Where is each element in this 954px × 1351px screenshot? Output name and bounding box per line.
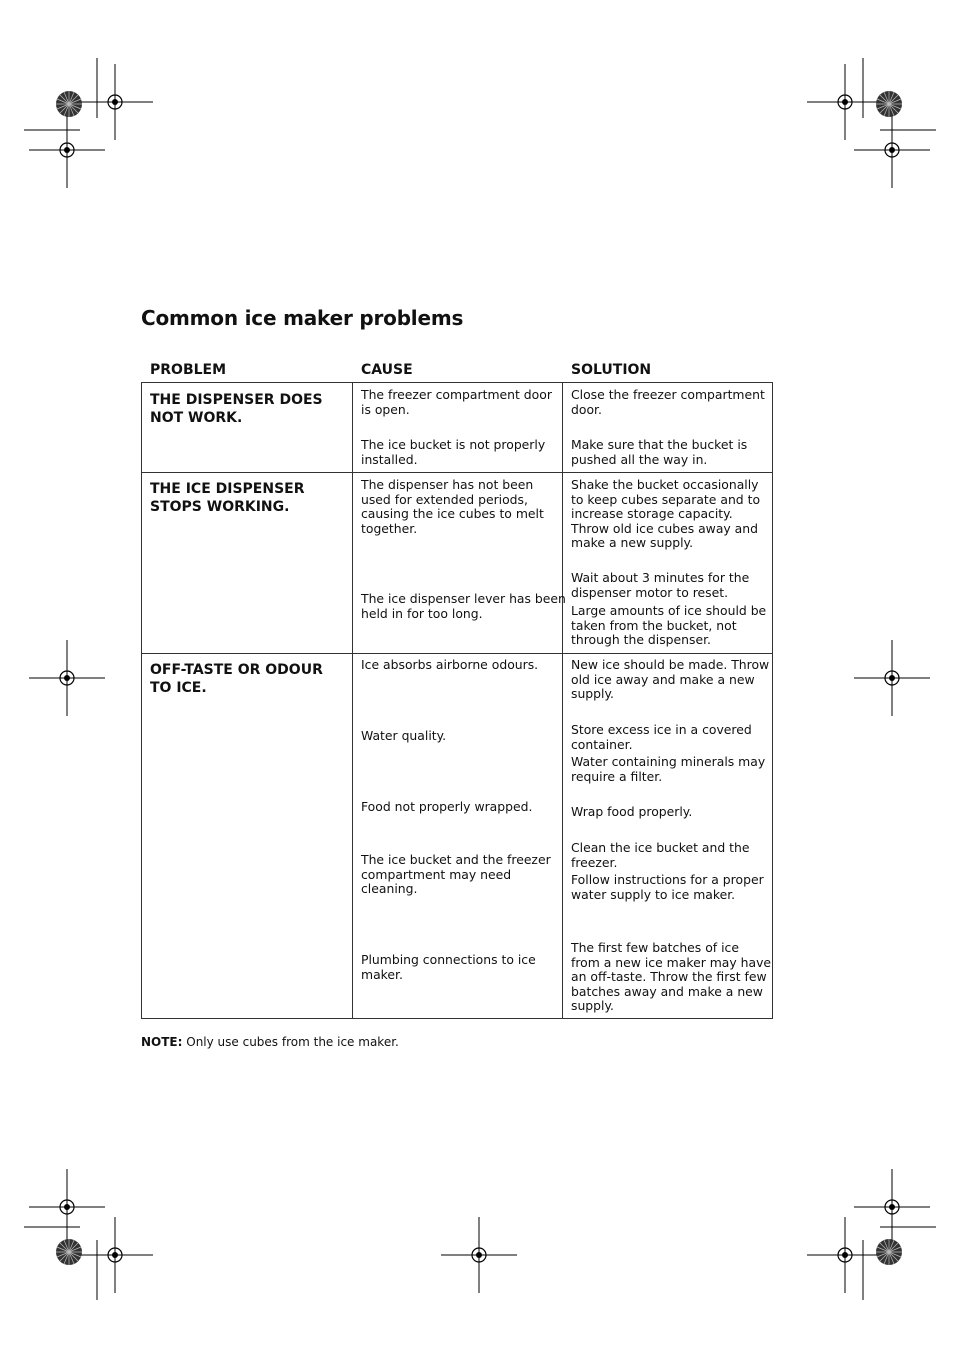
column-divider — [562, 383, 563, 1018]
header-cause: CAUSE — [361, 362, 413, 378]
cause-text: The ice dispenser lever has been held in for too long. — [361, 591, 566, 621]
note-text: Only use cubes from the ice maker. — [182, 1035, 399, 1049]
problem-dispenser-stops: THE ICE DISPENSER STOPS WORKING. — [150, 481, 305, 515]
problem-dispenser-not-work: THE DISPENSER DOES NOT WORK. — [150, 392, 323, 426]
solution-text: Water containing minerals may require a filter. — [571, 754, 766, 784]
solution-text: Follow instructions for a proper water supply to ice maker. — [571, 872, 764, 902]
row-divider — [142, 653, 772, 654]
troubleshooting-table — [141, 382, 773, 1019]
solution-text: Clean the ice bucket and the freezer. — [571, 840, 750, 870]
solution-text: Make sure that the bucket is pushed all the way in. — [571, 437, 748, 467]
note-label: NOTE: — [141, 1035, 183, 1049]
cause-text: Water quality. — [361, 728, 447, 743]
solution-text: Shake the bucket occasionally to keep cubes separate and to increase storage capacity. Throw old ice cubes away and make a new supply. — [571, 477, 761, 551]
page-title: Common ice maker problems — [141, 306, 464, 330]
header-solution: SOLUTION — [571, 362, 652, 378]
cause-text: The dispenser has not been used for extended periods, causing the ice cubes to melt together. — [361, 477, 544, 536]
solution-text: New ice should be made. Throw old ice away and make a new supply. — [571, 657, 770, 702]
solution-text: Wrap food properly. — [571, 804, 693, 819]
problem-off-taste: OFF-TASTE OR ODOUR TO ICE. — [150, 662, 323, 696]
cause-text: The ice bucket is not properly installed. — [361, 437, 546, 467]
solution-text: Wait about 3 minutes for the dispenser motor to reset. — [571, 570, 750, 600]
column-divider — [352, 383, 353, 1018]
row-divider — [142, 472, 772, 473]
cause-text: The ice bucket and the freezer compartment may need cleaning. — [361, 852, 551, 897]
solution-text: Close the freezer compartment door. — [571, 387, 765, 417]
header-problem: PROBLEM — [150, 362, 227, 378]
footnote — [141, 1035, 399, 1049]
cause-text: Plumbing connections to ice maker. — [361, 952, 536, 982]
cause-text: Food not properly wrapped. — [361, 799, 533, 814]
solution-text: The first few batches of ice from a new ice maker may have an off-taste. Throw the first few batches away and make a new supply. — [571, 940, 772, 1014]
solution-text: Store excess ice in a covered container. — [571, 722, 752, 752]
cause-text: The freezer compartment door is open. — [361, 387, 552, 417]
cause-text: Ice absorbs airborne odours. — [361, 657, 539, 672]
solution-text: Large amounts of ice should be taken from the bucket, not through the dispenser. — [571, 603, 767, 648]
